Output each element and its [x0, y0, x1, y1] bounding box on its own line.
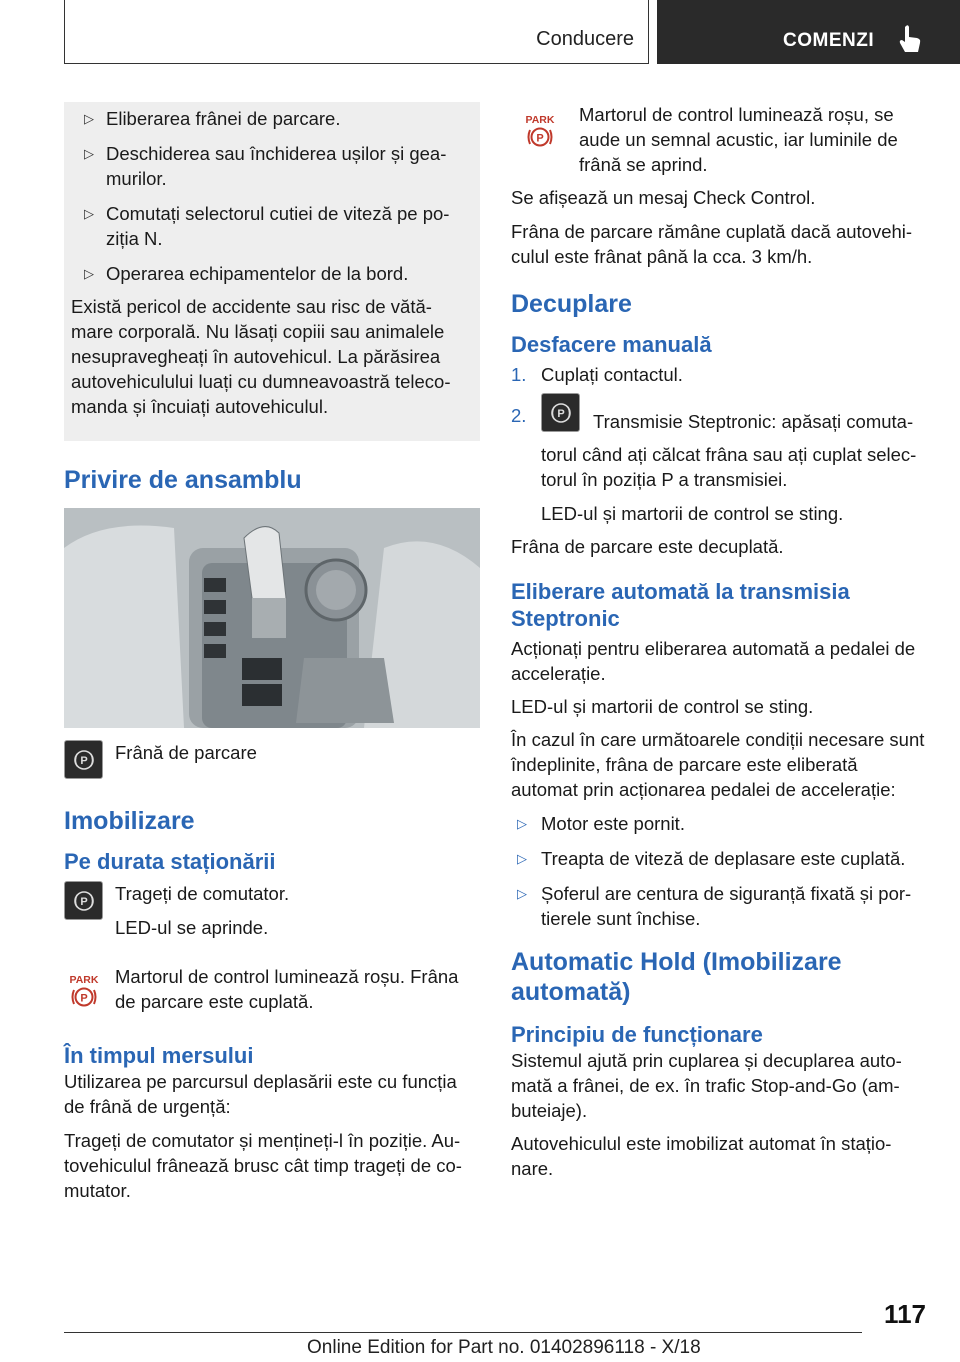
svg-text:P: P: [80, 992, 88, 1005]
warning-text: Există pericol de accidente sau risc de vătă-mare corporală. Nu lăsați copiii sau animalele nesupravegheați în autovehicul. La părăsirea autovehiculului luați cu dumneavoastră teleco-manda și încuiați autovehiculul.: [71, 296, 451, 417]
warning-item: ▷ Comutați selectorul cutiei de viteză pe po-ziția N.: [84, 203, 450, 249]
step-item: 2. P Transmisie Steptronic: apăsați comuta-torul când ați călcat frâna sau ați cuplat selec-torul în poziția P a transmisiei. LED-ul și martorii de control se sting.: [511, 403, 929, 526]
step-item: 1. Cuplați contactul.: [511, 364, 683, 385]
autohold-heading: Automatic Hold (Imobilizare automată): [511, 948, 842, 1006]
paragraph-accelerator: Acționați pentru eliberarea automată a pedalei de accelerație.: [511, 638, 916, 684]
svg-text:PARK: PARK: [69, 974, 99, 986]
parking-brake-button-icon: [541, 403, 581, 442]
paragraph-conditions: În cazul în care următoarele condiții necesare sunt îndeplinite, frâna de parcare este eliberată automat prin acționarea pedalei de accelerație:: [511, 729, 925, 800]
condition-item: ▷ Treapta de viteză de deplasare este cuplată.: [517, 848, 906, 869]
park-note: Martorul de control luminează roșu. Frâna de parcare este cuplată.: [115, 966, 459, 1012]
edition-footer: Online Edition for Part no. 01402896118 - X/18: [307, 1337, 701, 1358]
park-note-row: [64, 964, 480, 1014]
paragraph-decuplata: Frâna de parcare este decuplată.: [511, 536, 784, 557]
imobilizare-heading: Imobilizare: [64, 807, 195, 835]
header-section-tab: [64, 0, 649, 64]
park-note-right: Martorul de control luminează roșu, se aude un semnal acustic, iar luminile de frână se aprind.: [579, 104, 898, 175]
stationare-heading: Pe durata staționării: [64, 849, 276, 874]
mers-paragraph-1: Utilizarea pe parcursul deplasării este cu funcția de frână de urgență:: [64, 1071, 457, 1117]
warning-item: ▷ Operarea echipamentelor de la bord.: [84, 263, 409, 284]
chapter-title: COMENZI: [783, 30, 875, 51]
stationare-line-2: LED-ul se aprinde.: [115, 917, 269, 938]
page-number: 117: [884, 1299, 926, 1329]
paragraph-led: LED-ul și martorii de control se sting.: [511, 696, 814, 717]
svg-text:PARK: PARK: [525, 114, 555, 126]
parking-brake-button-icon: [64, 881, 103, 920]
svg-text:P: P: [557, 408, 565, 420]
parking-brake-button-icon: [64, 740, 103, 779]
principle-heading: Principiu de funcționare: [511, 1022, 763, 1047]
warning-box: [64, 102, 480, 441]
triangle-bullet-icon: ▷: [84, 111, 94, 126]
section-title: Conducere: [536, 28, 634, 50]
stationare-row: [64, 881, 480, 940]
overview-heading: Privire de ansamblu: [64, 466, 302, 494]
parking-brake-photo: [64, 508, 480, 728]
paragraph-imobilizat: Autovehiculul este imobilizat automat în stațio-nare.: [511, 1133, 892, 1179]
step-2-extra: LED-ul și martorii de control se sting.: [541, 503, 844, 524]
manual-release-heading: Desfacere manuală: [511, 332, 712, 357]
header-chapter-tab: [657, 0, 960, 64]
svg-text:P: P: [536, 132, 544, 145]
paragraph-check-control: Se afișează un mesaj Check Control.: [511, 187, 816, 208]
release-steps: [511, 362, 929, 526]
triangle-bullet-icon: ▷: [517, 851, 527, 866]
triangle-bullet-icon: ▷: [517, 816, 527, 831]
triangle-bullet-icon: ▷: [84, 266, 94, 281]
park-warning-icon: [65, 972, 103, 1008]
decuplare-heading: Decuplare: [511, 290, 632, 318]
footer-divider: [64, 1332, 862, 1333]
stationare-line-1: Trageți de comutator.: [115, 883, 290, 904]
condition-item: ▷ Motor este pornit.: [517, 813, 685, 834]
left-column: [64, 102, 480, 1203]
triangle-bullet-icon: ▷: [84, 146, 94, 161]
mers-paragraph-2: Trageți de comutator și mențineți-l în poziție. Au-tovehiculul frânează brusc cât timp trageți de co-mutator.: [64, 1130, 462, 1201]
park-note-row: [511, 102, 929, 177]
caption-row: [64, 740, 480, 784]
svg-text:P: P: [80, 896, 88, 908]
right-column: [511, 102, 929, 1181]
auto-release-heading: Eliberare automată la transmisia Steptronic: [511, 579, 850, 631]
warning-item: ▷ Deschiderea sau închiderea ușilor și gea-murilor.: [84, 143, 447, 189]
hand-pointer-icon: [897, 24, 923, 54]
paragraph-principle: Sistemul ajută prin cuplarea și decuplarea auto-mată a frânei, de ex. în trafic Stop-and-Go (am-buteiaje).: [511, 1050, 902, 1121]
triangle-bullet-icon: ▷: [517, 886, 527, 901]
condition-item: ▷ Șoferul are centura de siguranță fixată și por-tierele sunt închise.: [517, 883, 912, 929]
park-warning-icon: [521, 112, 559, 148]
photo-caption: Frână de parcare: [115, 742, 257, 763]
triangle-bullet-icon: ▷: [84, 206, 94, 221]
mers-heading: În timpul mersului: [64, 1043, 254, 1068]
paragraph-3kmh: Frâna de parcare rămâne cuplată dacă autovehi-culul este frânat până la cca. 3 km/h.: [511, 221, 913, 267]
svg-text:P: P: [80, 755, 88, 767]
conditions-list: [511, 811, 929, 931]
warning-item: ▷ Eliberarea frânei de parcare.: [84, 108, 341, 129]
